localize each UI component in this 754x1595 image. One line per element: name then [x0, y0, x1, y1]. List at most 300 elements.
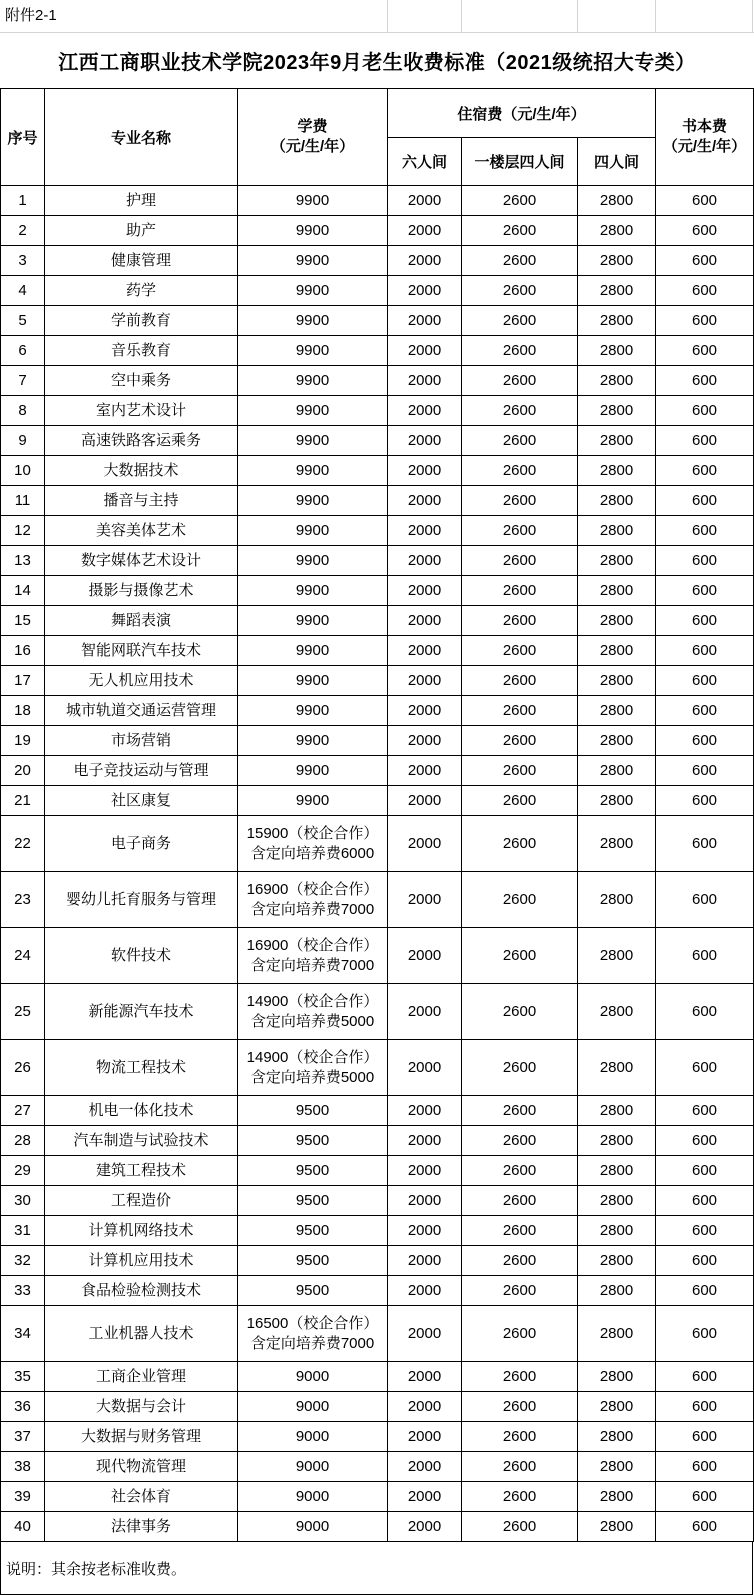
cell-tuition — [238, 336, 388, 366]
cell-first-floor-four-person-room: 2600 — [462, 216, 578, 246]
cell-six-person-room: 2000 — [388, 1512, 462, 1542]
cell-four-person-room: 2800 — [578, 726, 656, 756]
tuition-line: 9000 — [295, 1427, 330, 1445]
tuition-line: 9900 — [295, 311, 330, 329]
tuition-line: 9900 — [295, 461, 330, 479]
cell-no: 38 — [1, 1452, 45, 1482]
table-row — [1, 1040, 754, 1096]
cell-six-person-room: 2000 — [388, 516, 462, 546]
table-row — [1, 1276, 754, 1306]
cell-book-fee: 600 — [656, 984, 754, 1040]
header-book-line2: （元/生/年） — [662, 138, 747, 155]
cell-first-floor-four-person-room: 2600 — [462, 1362, 578, 1392]
header-tuition-line2: （元/生/年） — [270, 138, 355, 155]
cell-major: 护理 — [45, 186, 238, 216]
cell-four-person-room: 2800 — [578, 1126, 656, 1156]
cell-tuition — [238, 1392, 388, 1422]
cell-tuition — [238, 1306, 388, 1362]
cell-major: 软件技术 — [45, 928, 238, 984]
tuition-line: 9900 — [295, 431, 330, 449]
cell-tuition — [238, 1126, 388, 1156]
cell-first-floor-four-person-room: 2600 — [462, 246, 578, 276]
cell-first-floor-four-person-room: 2600 — [462, 872, 578, 928]
cell-four-person-room: 2800 — [578, 1422, 656, 1452]
cell-no: 24 — [1, 928, 45, 984]
cell-book-fee: 600 — [656, 306, 754, 336]
cell-four-person-room: 2800 — [578, 1482, 656, 1512]
fee-table-body — [1, 186, 754, 1542]
tuition-line: 9500 — [295, 1101, 330, 1119]
header-tuition-line1: 学费 — [297, 118, 328, 135]
cell-first-floor-four-person-room: 2600 — [462, 1276, 578, 1306]
cell-six-person-room: 2000 — [388, 1040, 462, 1096]
cell-no: 17 — [1, 666, 45, 696]
cell-major: 婴幼儿托育服务与管理 — [45, 872, 238, 928]
cell-book-fee: 600 — [656, 366, 754, 396]
cell-no: 28 — [1, 1126, 45, 1156]
table-row — [1, 246, 754, 276]
cell-no: 10 — [1, 456, 45, 486]
table-row — [1, 696, 754, 726]
cell-no: 13 — [1, 546, 45, 576]
table-row — [1, 984, 754, 1040]
cell-first-floor-four-person-room: 2600 — [462, 306, 578, 336]
cell-no: 9 — [1, 426, 45, 456]
cell-tuition — [238, 426, 388, 456]
cell-first-floor-four-person-room: 2600 — [462, 606, 578, 636]
tuition-line: 9900 — [295, 581, 330, 599]
table-row — [1, 276, 754, 306]
cell-first-floor-four-person-room: 2600 — [462, 546, 578, 576]
table-row — [1, 816, 754, 872]
cell-four-person-room: 2800 — [578, 456, 656, 486]
cell-four-person-room: 2800 — [578, 546, 656, 576]
table-row — [1, 872, 754, 928]
tuition-line: 9900 — [295, 521, 330, 539]
cell-no: 25 — [1, 984, 45, 1040]
page-title: 江西工商职业技术学院2023年9月老生收费标准（2021级统招大专类） — [58, 52, 696, 74]
cell-book-fee: 600 — [656, 336, 754, 366]
cell-four-person-room: 2800 — [578, 1096, 656, 1126]
cell-no: 29 — [1, 1156, 45, 1186]
attachment-label: 附件2-1 — [5, 7, 57, 24]
table-row — [1, 216, 754, 246]
cell-tuition — [238, 872, 388, 928]
cell-six-person-room: 2000 — [388, 666, 462, 696]
cell-major: 电子竞技运动与管理 — [45, 756, 238, 786]
cell-major: 工程造价 — [45, 1186, 238, 1216]
cell-no: 33 — [1, 1276, 45, 1306]
table-row — [1, 456, 754, 486]
cell-major: 美容美体艺术 — [45, 516, 238, 546]
cell-book-fee: 600 — [656, 1156, 754, 1186]
cell-first-floor-four-person-room: 2600 — [462, 756, 578, 786]
tuition-line: 9000 — [295, 1367, 330, 1385]
header-book-line1: 书本费 — [682, 118, 728, 135]
cell-first-floor-four-person-room: 2600 — [462, 1216, 578, 1246]
fee-table-header — [1, 89, 754, 186]
cell-first-floor-four-person-room: 2600 — [462, 336, 578, 366]
cell-no: 22 — [1, 816, 45, 872]
cell-six-person-room: 2000 — [388, 456, 462, 486]
cell-no: 21 — [1, 786, 45, 816]
cell-first-floor-four-person-room: 2600 — [462, 984, 578, 1040]
tuition-line: 含定向培养费7000 — [250, 1334, 375, 1352]
cell-major: 空中乘务 — [45, 366, 238, 396]
table-row — [1, 1186, 754, 1216]
cell-six-person-room: 2000 — [388, 1276, 462, 1306]
table-row — [1, 1216, 754, 1246]
cell-tuition — [238, 1246, 388, 1276]
cell-book-fee: 600 — [656, 636, 754, 666]
cell-major: 工业机器人技术 — [45, 1306, 238, 1362]
cell-no: 6 — [1, 336, 45, 366]
cell-four-person-room: 2800 — [578, 1512, 656, 1542]
cell-four-person-room: 2800 — [578, 1392, 656, 1422]
cell-book-fee: 600 — [656, 928, 754, 984]
cell-six-person-room: 2000 — [388, 426, 462, 456]
tuition-line: 9900 — [295, 671, 330, 689]
cell-book-fee: 600 — [656, 1392, 754, 1422]
cell-six-person-room: 2000 — [388, 1392, 462, 1422]
cell-six-person-room: 2000 — [388, 366, 462, 396]
cell-major: 机电一体化技术 — [45, 1096, 238, 1126]
cell-four-person-room: 2800 — [578, 1246, 656, 1276]
cell-six-person-room: 2000 — [388, 396, 462, 426]
cell-tuition — [238, 928, 388, 984]
cell-major: 舞蹈表演 — [45, 606, 238, 636]
tuition-line: 9900 — [295, 221, 330, 239]
cell-first-floor-four-person-room: 2600 — [462, 1452, 578, 1482]
cell-no: 5 — [1, 306, 45, 336]
tuition-line: 9000 — [295, 1487, 330, 1505]
cell-tuition — [238, 246, 388, 276]
cell-six-person-room: 2000 — [388, 336, 462, 366]
cell-first-floor-four-person-room: 2600 — [462, 486, 578, 516]
cell-six-person-room: 2000 — [388, 606, 462, 636]
cell-four-person-room: 2800 — [578, 366, 656, 396]
cell-six-person-room: 2000 — [388, 1362, 462, 1392]
note-box — [0, 1542, 753, 1595]
cell-book-fee: 600 — [656, 516, 754, 546]
cell-four-person-room: 2800 — [578, 1186, 656, 1216]
table-row — [1, 576, 754, 606]
cell-first-floor-four-person-room: 2600 — [462, 1186, 578, 1216]
cell-tuition — [238, 1482, 388, 1512]
cell-major: 现代物流管理 — [45, 1452, 238, 1482]
cell-tuition — [238, 1362, 388, 1392]
cell-major: 音乐教育 — [45, 336, 238, 366]
cell-book-fee: 600 — [656, 696, 754, 726]
cell-four-person-room: 2800 — [578, 276, 656, 306]
cell-no: 1 — [1, 186, 45, 216]
cell-first-floor-four-person-room: 2600 — [462, 1156, 578, 1186]
cell-book-fee: 600 — [656, 486, 754, 516]
cell-six-person-room: 2000 — [388, 928, 462, 984]
cell-major: 食品检验检测技术 — [45, 1276, 238, 1306]
cell-major: 无人机应用技术 — [45, 666, 238, 696]
cell-six-person-room: 2000 — [388, 1126, 462, 1156]
cell-book-fee: 600 — [656, 456, 754, 486]
cell-major: 社会体育 — [45, 1482, 238, 1512]
cell-first-floor-four-person-room: 2600 — [462, 1126, 578, 1156]
cell-first-floor-four-person-room: 2600 — [462, 576, 578, 606]
cell-tuition — [238, 396, 388, 426]
table-row — [1, 516, 754, 546]
cell-major: 大数据技术 — [45, 456, 238, 486]
cell-tuition — [238, 276, 388, 306]
cell-tuition — [238, 1096, 388, 1126]
tuition-line: 9900 — [295, 401, 330, 419]
cell-first-floor-four-person-room: 2600 — [462, 1512, 578, 1542]
table-row — [1, 726, 754, 756]
cell-major: 物流工程技术 — [45, 1040, 238, 1096]
cell-no: 16 — [1, 636, 45, 666]
cell-first-floor-four-person-room: 2600 — [462, 726, 578, 756]
faint-gridline — [752, 0, 753, 32]
cell-major: 大数据与会计 — [45, 1392, 238, 1422]
tuition-line: 9900 — [295, 491, 330, 509]
tuition-line: 9900 — [295, 251, 330, 269]
cell-tuition — [238, 1216, 388, 1246]
cell-book-fee: 600 — [656, 1276, 754, 1306]
cell-six-person-room: 2000 — [388, 576, 462, 606]
tuition-line: 9900 — [295, 371, 330, 389]
fee-table — [0, 88, 754, 1542]
cell-no: 11 — [1, 486, 45, 516]
cell-no: 20 — [1, 756, 45, 786]
cell-major: 助产 — [45, 216, 238, 246]
title-bar — [0, 33, 754, 88]
table-row — [1, 1482, 754, 1512]
cell-tuition — [238, 1040, 388, 1096]
tuition-line: 9900 — [295, 281, 330, 299]
tuition-line: 9500 — [295, 1251, 330, 1269]
cell-major: 电子商务 — [45, 816, 238, 872]
cell-major: 计算机应用技术 — [45, 1246, 238, 1276]
cell-six-person-room: 2000 — [388, 756, 462, 786]
tuition-line: 含定向培养费6000 — [250, 844, 375, 862]
tuition-line: 9900 — [295, 701, 330, 719]
cell-no: 35 — [1, 1362, 45, 1392]
cell-major: 计算机网络技术 — [45, 1216, 238, 1246]
cell-tuition — [238, 1186, 388, 1216]
cell-book-fee: 600 — [656, 666, 754, 696]
cell-tuition — [238, 546, 388, 576]
cell-major: 汽车制造与试验技术 — [45, 1126, 238, 1156]
cell-first-floor-four-person-room: 2600 — [462, 1096, 578, 1126]
cell-tuition — [238, 726, 388, 756]
cell-six-person-room: 2000 — [388, 1452, 462, 1482]
cell-book-fee: 600 — [656, 816, 754, 872]
table-row — [1, 786, 754, 816]
cell-book-fee: 600 — [656, 1512, 754, 1542]
header-four-person-room: 四人间 — [578, 138, 656, 186]
header-major: 专业名称 — [45, 89, 238, 186]
cell-six-person-room: 2000 — [388, 306, 462, 336]
faint-gridline — [387, 0, 388, 32]
cell-major: 法律事务 — [45, 1512, 238, 1542]
table-row — [1, 1306, 754, 1362]
header-accommodation: 住宿费（元/生/年） — [388, 89, 656, 138]
cell-book-fee: 600 — [656, 1362, 754, 1392]
cell-four-person-room: 2800 — [578, 396, 656, 426]
cell-four-person-room: 2800 — [578, 1040, 656, 1096]
cell-book-fee: 600 — [656, 216, 754, 246]
cell-six-person-room: 2000 — [388, 1216, 462, 1246]
cell-book-fee: 600 — [656, 276, 754, 306]
cell-four-person-room: 2800 — [578, 1216, 656, 1246]
table-row — [1, 1422, 754, 1452]
tuition-line: 9500 — [295, 1131, 330, 1149]
table-row — [1, 426, 754, 456]
tuition-line: 9900 — [295, 761, 330, 779]
table-row — [1, 486, 754, 516]
cell-no: 40 — [1, 1512, 45, 1542]
cell-major: 室内艺术设计 — [45, 396, 238, 426]
cell-no: 12 — [1, 516, 45, 546]
cell-no: 14 — [1, 576, 45, 606]
cell-four-person-room: 2800 — [578, 486, 656, 516]
cell-first-floor-four-person-room: 2600 — [462, 786, 578, 816]
table-row — [1, 366, 754, 396]
cell-first-floor-four-person-room: 2600 — [462, 1482, 578, 1512]
cell-six-person-room: 2000 — [388, 1306, 462, 1362]
cell-four-person-room: 2800 — [578, 426, 656, 456]
cell-first-floor-four-person-room: 2600 — [462, 696, 578, 726]
cell-tuition — [238, 696, 388, 726]
cell-no: 32 — [1, 1246, 45, 1276]
cell-first-floor-four-person-room: 2600 — [462, 366, 578, 396]
cell-six-person-room: 2000 — [388, 246, 462, 276]
cell-tuition — [238, 786, 388, 816]
table-row — [1, 186, 754, 216]
table-row — [1, 546, 754, 576]
table-row — [1, 1096, 754, 1126]
cell-no: 19 — [1, 726, 45, 756]
cell-no: 30 — [1, 1186, 45, 1216]
cell-no: 26 — [1, 1040, 45, 1096]
cell-tuition — [238, 984, 388, 1040]
tuition-line: 含定向培养费5000 — [250, 1012, 375, 1030]
cell-tuition — [238, 366, 388, 396]
note-text: 说明：其余按老标准收费。 — [6, 1560, 187, 1578]
cell-four-person-room: 2800 — [578, 516, 656, 546]
table-row — [1, 336, 754, 366]
cell-tuition — [238, 456, 388, 486]
cell-major: 智能网联汽车技术 — [45, 636, 238, 666]
cell-six-person-room: 2000 — [388, 216, 462, 246]
cell-first-floor-four-person-room: 2600 — [462, 276, 578, 306]
cell-tuition — [238, 1422, 388, 1452]
cell-major: 摄影与摄像艺术 — [45, 576, 238, 606]
cell-book-fee: 600 — [656, 756, 754, 786]
cell-tuition — [238, 1452, 388, 1482]
cell-first-floor-four-person-room: 2600 — [462, 928, 578, 984]
cell-four-person-room: 2800 — [578, 636, 656, 666]
cell-book-fee: 600 — [656, 186, 754, 216]
cell-six-person-room: 2000 — [388, 786, 462, 816]
cell-tuition — [238, 606, 388, 636]
cell-book-fee: 600 — [656, 1126, 754, 1156]
cell-major: 健康管理 — [45, 246, 238, 276]
cell-six-person-room: 2000 — [388, 1156, 462, 1186]
table-row — [1, 1362, 754, 1392]
header-first-floor-four-person-room: 一楼层四人间 — [462, 138, 578, 186]
cell-four-person-room: 2800 — [578, 872, 656, 928]
cell-no: 4 — [1, 276, 45, 306]
cell-tuition — [238, 216, 388, 246]
cell-major: 数字媒体艺术设计 — [45, 546, 238, 576]
tuition-line: 16500（校企合作） — [246, 1314, 379, 1332]
table-row — [1, 306, 754, 336]
cell-four-person-room: 2800 — [578, 928, 656, 984]
cell-six-person-room: 2000 — [388, 696, 462, 726]
cell-six-person-room: 2000 — [388, 984, 462, 1040]
cell-no: 15 — [1, 606, 45, 636]
cell-four-person-room: 2800 — [578, 696, 656, 726]
cell-four-person-room: 2800 — [578, 606, 656, 636]
tuition-line: 9900 — [295, 551, 330, 569]
cell-six-person-room: 2000 — [388, 816, 462, 872]
cell-first-floor-four-person-room: 2600 — [462, 516, 578, 546]
tuition-line: 9500 — [295, 1221, 330, 1239]
table-row — [1, 666, 754, 696]
cell-tuition — [238, 816, 388, 872]
cell-first-floor-four-person-room: 2600 — [462, 426, 578, 456]
cell-book-fee: 600 — [656, 1452, 754, 1482]
cell-tuition — [238, 756, 388, 786]
cell-book-fee: 600 — [656, 246, 754, 276]
table-row — [1, 1246, 754, 1276]
cell-first-floor-four-person-room: 2600 — [462, 1392, 578, 1422]
cell-tuition — [238, 186, 388, 216]
cell-four-person-room: 2800 — [578, 756, 656, 786]
cell-book-fee: 600 — [656, 726, 754, 756]
tuition-line: 含定向培养费7000 — [250, 900, 375, 918]
cell-first-floor-four-person-room: 2600 — [462, 186, 578, 216]
cell-tuition — [238, 576, 388, 606]
cell-no: 2 — [1, 216, 45, 246]
cell-first-floor-four-person-room: 2600 — [462, 1306, 578, 1362]
cell-no: 18 — [1, 696, 45, 726]
cell-four-person-room: 2800 — [578, 666, 656, 696]
cell-major: 建筑工程技术 — [45, 1156, 238, 1186]
cell-book-fee: 600 — [656, 426, 754, 456]
cell-four-person-room: 2800 — [578, 1276, 656, 1306]
cell-six-person-room: 2000 — [388, 546, 462, 576]
tuition-line: 16900（校企合作） — [246, 880, 379, 898]
cell-major: 高速铁路客运乘务 — [45, 426, 238, 456]
tuition-line: 9000 — [295, 1517, 330, 1535]
table-row — [1, 1512, 754, 1542]
cell-no: 31 — [1, 1216, 45, 1246]
header-book — [656, 89, 754, 186]
cell-major: 工商企业管理 — [45, 1362, 238, 1392]
cell-six-person-room: 2000 — [388, 186, 462, 216]
cell-book-fee: 600 — [656, 786, 754, 816]
tuition-line: 9500 — [295, 1161, 330, 1179]
tuition-line: 15900（校企合作） — [246, 824, 379, 842]
cell-major: 城市轨道交通运营管理 — [45, 696, 238, 726]
table-row — [1, 1156, 754, 1186]
cell-four-person-room: 2800 — [578, 216, 656, 246]
cell-four-person-room: 2800 — [578, 1306, 656, 1362]
cell-six-person-room: 2000 — [388, 872, 462, 928]
table-row — [1, 636, 754, 666]
cell-four-person-room: 2800 — [578, 1452, 656, 1482]
cell-first-floor-four-person-room: 2600 — [462, 1040, 578, 1096]
